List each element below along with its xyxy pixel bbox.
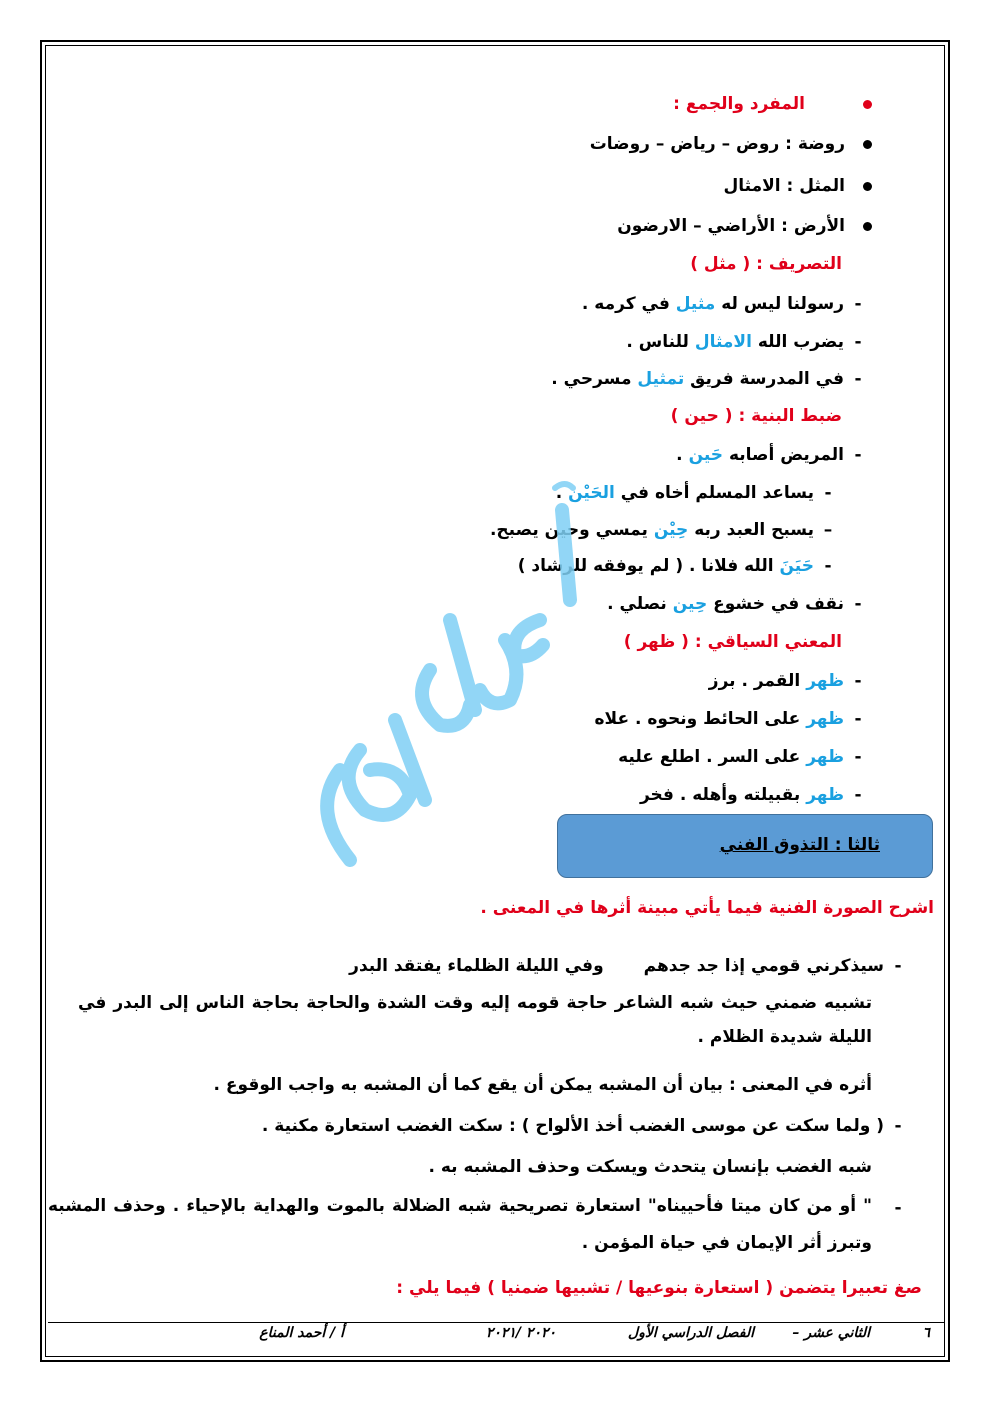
explanation-text: تشبيه ضمني حيث شبه الشاعر حاجة قومه إليه وقت الشدة والحاجة بحاجة الناس إلى البدر في الليلة شديدة الظلام . xyxy=(78,993,872,1047)
task-text: صغ تعبيرا يتضمن ( استعارة بنوعيها / تشبيها ضمنيا ) فيما يلي : xyxy=(396,1278,922,1298)
footer-grade: الثاني عشر – xyxy=(792,1325,870,1341)
explanation-text: شبه الغضب بإنسان يتحدث ويسكت وحذف المشبه به . xyxy=(428,1157,872,1177)
list-item: المثل : الامثال xyxy=(724,174,872,198)
list-item: -ظهر على السر . اطلع عليه xyxy=(618,747,862,767)
list-item: -حَيَنَ الله فلانا . ( لم يوفقه للرشاد ) xyxy=(517,556,832,576)
list-item-marker: - xyxy=(894,1198,902,1218)
list-item: –يسبح العبد ربه حِيْن يمسي وحين يصبح. xyxy=(489,520,833,540)
list-item: -المريض أصابه حَين . xyxy=(676,445,862,465)
footer-semester: الفصل الدراسي الأول xyxy=(627,1325,754,1341)
section-title: ثالثا : التذوق الفني xyxy=(719,835,880,855)
verse-line: -سيذكرني قومي إذا جد جدهموفي الليلة الظلماء يفتقد البدر xyxy=(349,956,902,976)
heading-context: المعني السياقي : ( ظهر ) xyxy=(623,632,842,652)
list-item: -نقف في خشوع حِين نصلي . xyxy=(607,594,862,614)
footer-page-number: ٦ xyxy=(922,1325,930,1341)
list-item: -ظهر القمر . برز xyxy=(708,671,862,691)
list-item: روضة : روض – رياض – روضات xyxy=(590,132,872,156)
bullet-icon xyxy=(863,140,872,149)
list-item: -في المدرسة فريق تمثيل مسرحي . xyxy=(551,369,862,389)
list-item: الأرض : الأراضي – الارضون xyxy=(617,214,872,238)
list-item: -( ولما سكت عن موسى الغضب أخذ الألواح ) : سكت الغضب استعارة مكنية . xyxy=(261,1116,902,1136)
bullet-icon xyxy=(863,182,872,191)
footer-teacher: أ / أحمد المناع xyxy=(259,1325,344,1341)
instruction: اشرح الصورة الفنية فيما يأتي مبينة أثرها في المعنى . xyxy=(480,898,934,918)
bullet-icon xyxy=(863,222,872,231)
bullet-icon xyxy=(863,100,872,109)
effect-text: أثره في المعنى : بيان أن المشبه يمكن أن يقع كما أن المشبه به واجب الوقوع . xyxy=(213,1075,872,1095)
footer-year: ٢٠٢٠ /٢٠٢١ xyxy=(485,1325,556,1341)
heading-conjugation: التصريف : ( مثل ) xyxy=(690,254,842,274)
footer-divider xyxy=(48,1322,944,1323)
list-item: -يساعد المسلم أخاه في الحَيْن . xyxy=(555,483,832,503)
list-item: -ظهر بقبيلته وأهله . فخر xyxy=(639,785,862,805)
heading-singular-plural: المفرد والجمع : xyxy=(673,92,872,116)
section-title-box xyxy=(557,814,933,878)
list-item: -يضرب الله الامثال للناس . xyxy=(626,332,862,352)
list-item: -رسولنا ليس له مثيل في كرمه . xyxy=(581,294,862,314)
list-item: -ظهر على الحائط ونحوه . علاه xyxy=(594,709,862,729)
list-item-text: " أو من كان ميتا فأحييناه" استعارة تصريحية شبه الضلالة بالموت والهداية بالإحياء . وحذف المشبه وتبرز أثر الإيمان في حياة المؤمن . xyxy=(48,1196,872,1253)
heading-structure: ضبط البنية : ( حين ) xyxy=(670,406,842,426)
